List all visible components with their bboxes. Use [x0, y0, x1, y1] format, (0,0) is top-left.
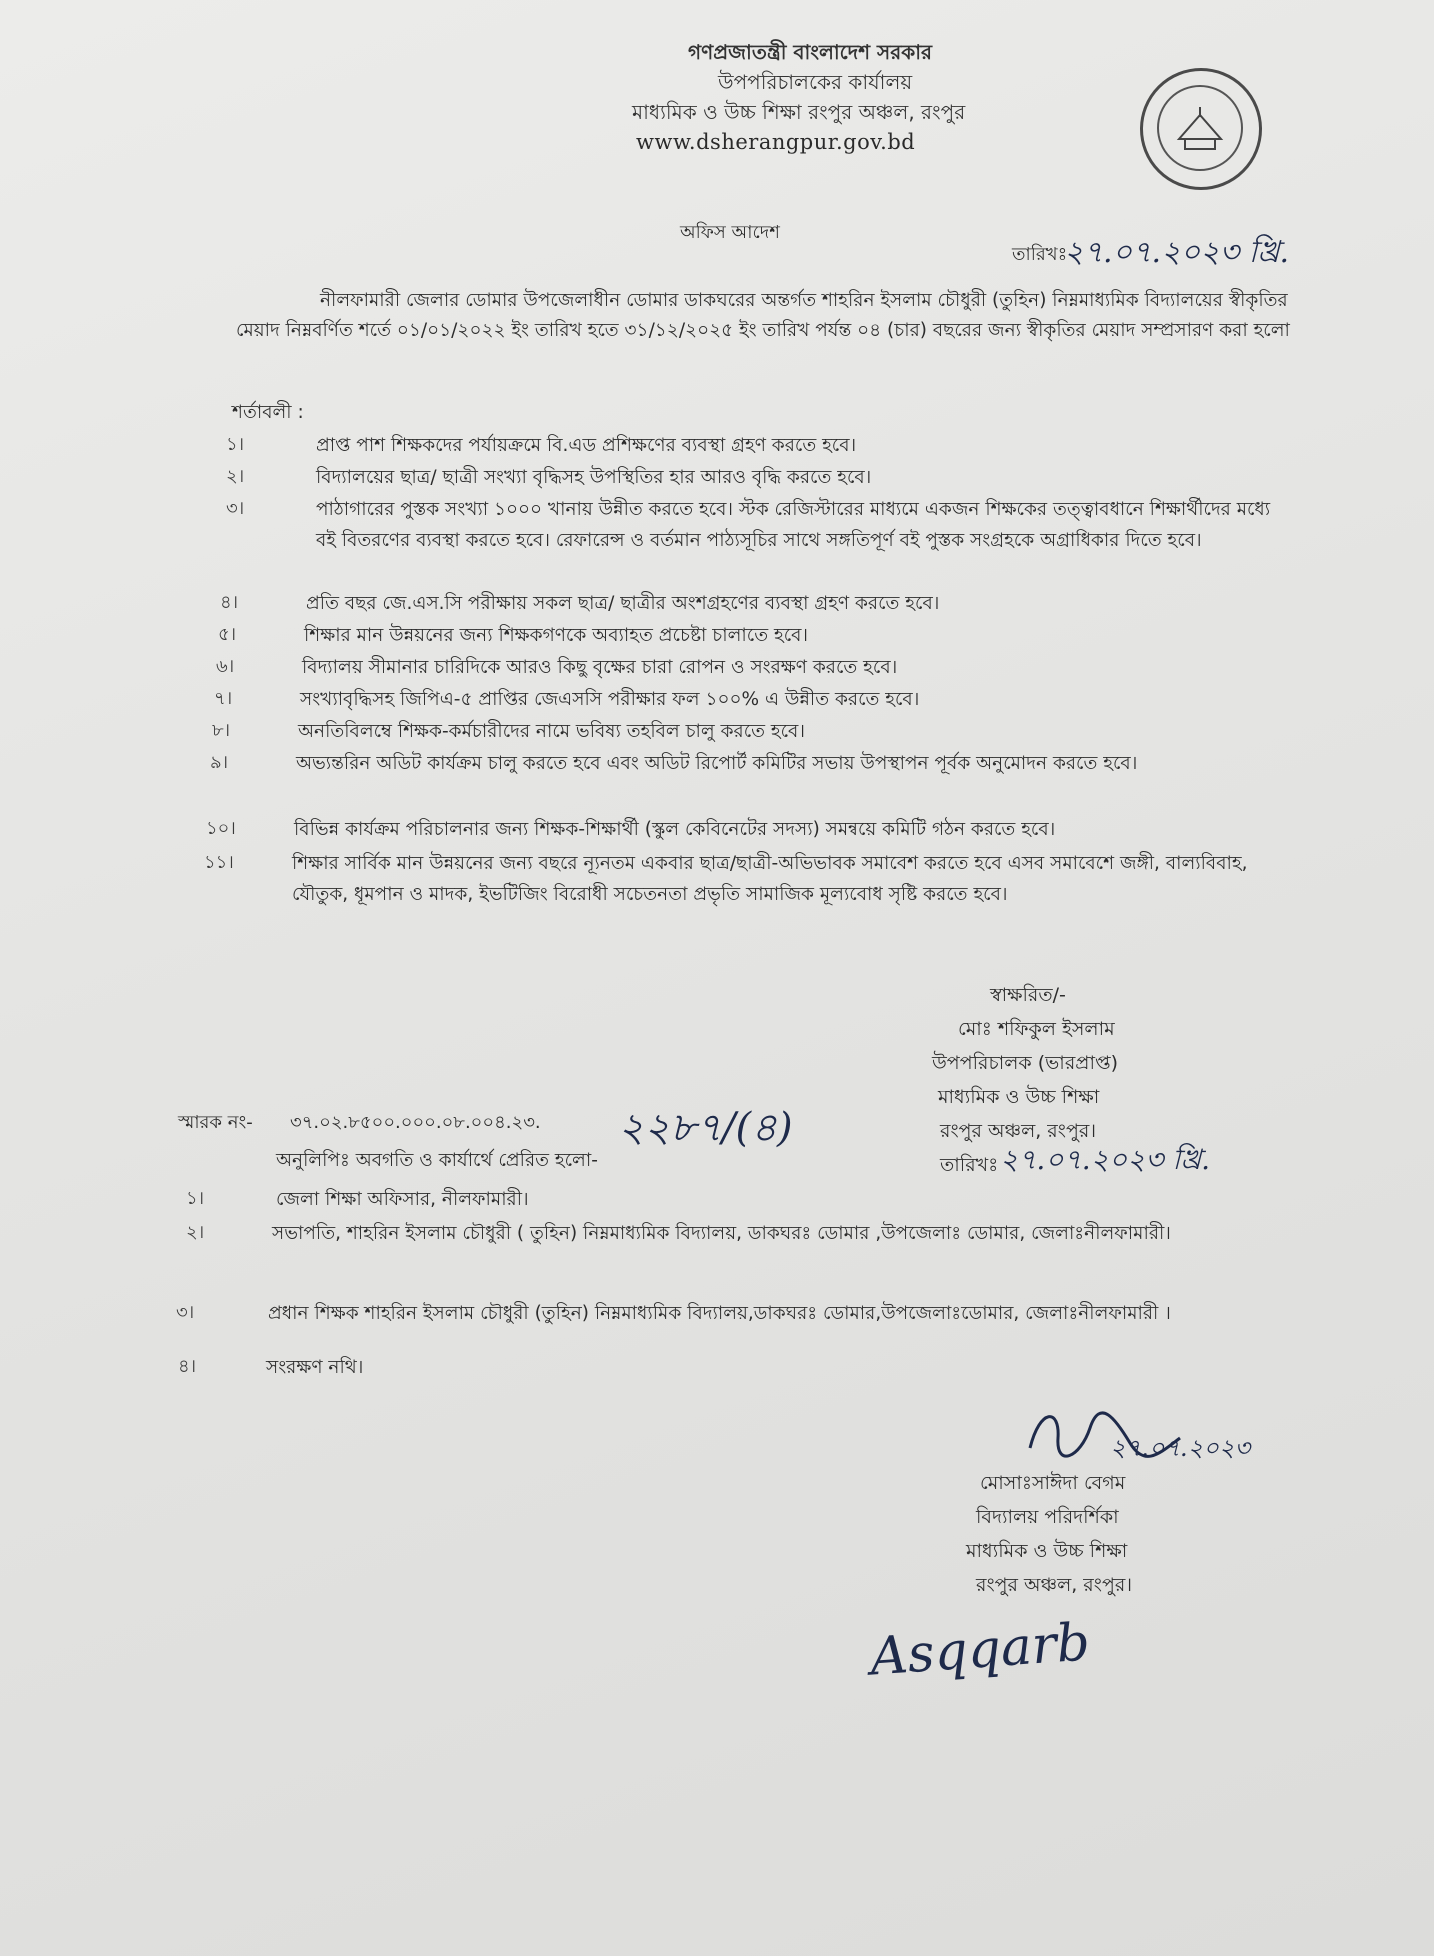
footer-handwriting: Asqqarb	[868, 1612, 1092, 1688]
office-website: www.dsherangpur.gov.bd	[636, 130, 916, 154]
copy-text: সংরক্ষণ নথি।	[266, 1357, 364, 1378]
condition-number: ২।	[226, 466, 245, 487]
govt-name: গণপ্রজাতন্ত্রী বাংলাদেশ সরকার	[688, 40, 932, 64]
memo-number: ৩৭.০২.৮৫০০.০০০.০৮.০০৪.২৩.	[290, 1112, 541, 1133]
condition-number: ৮।	[212, 720, 231, 741]
condition-number: ১১।	[204, 852, 234, 873]
government-seal-icon	[1140, 68, 1262, 190]
condition-text: অভ্যন্তরিন অডিট কার্যক্রম চালু করতে হবে এবং অডিট রিপোর্ট কমিটির সভায় উপস্থাপন পূর্বক অনুমোদন করতে হবে।	[296, 753, 1138, 774]
signatory-date-label: তারিখঃ	[940, 1154, 999, 1176]
order-date-handwritten: ২৭.০৭.২০২৩ খ্রি.	[1064, 235, 1290, 270]
signatory-region: রংপুর অঞ্চল, রংপুর।	[940, 1120, 1097, 1142]
copy-number: ২।	[186, 1222, 205, 1243]
condition-text: অনতিবিলম্বে শিক্ষক-কর্মচারীদের নামে ভবিষ্য তহবিল চালু করতে হবে।	[298, 721, 805, 742]
order-title: অফিস আদেশ	[680, 222, 780, 243]
condition-number: ৩।	[226, 498, 245, 519]
copy-text: সভাপতি, শাহরিন ইসলাম চৌধুরী ( তুহিন) নিম্নমাধ্যমিক বিদ্যালয়, ডাকঘরঃ ডোমার ,উপজেলাঃ ডোমার, জেলাঃনীলফামারী।	[272, 1223, 1171, 1244]
conditions-label: শর্তাবলী :	[232, 402, 304, 423]
inspector-name: মোসাঃসাঈদা বেগম	[980, 1472, 1126, 1494]
order-intro: নীলফামারী জেলার ডোমার উপজেলাধীন ডোমার ডাকঘরের অন্তর্গত শাহরিন ইসলাম চৌধুরী (তুহিন) নিম্নমাধ্যমিক বিদ্যালয়ের স্বীকৃতির মেয়াদ নিম্নবর্ণিত শর্তে ০১/০১/২০২২ ইং তারিখ হতে ৩১/১২/২০২৫ ইং তারিখ পর্যন্ত ০৪ (চার) বছরের জন্য স্বীকৃতির মেয়াদ সম্প্রসারণ করা হলো	[236, 290, 1290, 341]
condition-number: ৬।	[216, 656, 235, 677]
inspector-designation: বিদ্যালয় পরিদর্শিকা	[976, 1506, 1119, 1528]
copy-number: ১।	[186, 1188, 205, 1209]
condition-number: ৪।	[220, 592, 239, 613]
condition-text: বিভিন্ন কার্যক্রম পরিচালনার জন্য শিক্ষক-শিক্ষার্থী (স্কুল কেবিনেটের সদস্য) সমন্বয়ে কমিটি গঠন করতে হবে।	[294, 819, 1056, 840]
copy-text: জেলা শিক্ষা অফিসার, নীলফামারী।	[276, 1189, 529, 1210]
condition-text: বিদ্যালয় সীমানার চারিদিকে আরও কিছু বৃক্ষের চারা রোপন ও সংরক্ষণ করতে হবে।	[302, 657, 898, 678]
condition-text: সংখ্যাবৃদ্ধিসহ জিপিএ-৫ প্রাপ্তির জেএসসি পরীক্ষার ফল ১০০% এ উন্নীত করতে হবে।	[300, 689, 920, 710]
signatory-date-handwritten: ২৭.০৭.২০২৩ খ্রি.	[1000, 1143, 1211, 1176]
order-date-label: তারিখঃ	[1012, 244, 1068, 265]
copy-number: ৪।	[178, 1356, 197, 1377]
copy-number: ৩।	[176, 1302, 195, 1323]
signatory-office: মাধ্যমিক ও উচ্চ শিক্ষা	[938, 1086, 1100, 1108]
inspector-office: মাধ্যমিক ও উচ্চ শিক্ষা	[966, 1540, 1128, 1562]
office-region: মাধ্যমিক ও উচ্চ শিক্ষা রংপুর অঞ্চল, রংপুর	[632, 100, 966, 124]
condition-text: শিক্ষার সার্বিক মান উন্নয়নের জন্য বছরে ন্যূনতম একবার ছাত্র/ছাত্রী-অভিভাবক সমাবেশ করতে হবে এসব সমাবেশে জঙ্গী, বাল্যবিবাহ, যৌতুক, ধূমপান ও মাদক, ইভটিজিং বিরোধী সচেতনতা প্রভৃতি সামাজিক মূল্যবোধ সৃষ্টি করতে হবে।	[292, 853, 1248, 905]
condition-number: ৭।	[214, 688, 233, 709]
condition-number: ৯।	[210, 752, 229, 773]
copy-text: প্রধান শিক্ষক শাহরিন ইসলাম চৌধুরী (তুহিন) নিম্নমাধ্যমিক বিদ্যালয়,ডাকঘরঃ ডোমার,উপজেলাঃডোমার, জেলাঃনীলফামারী ।	[268, 1303, 1171, 1324]
condition-text: শিক্ষার মান উন্নয়নের জন্য শিক্ষকগণকে অব্যাহত প্রচেষ্টা চালাতে হবে।	[304, 625, 809, 646]
condition-text: পাঠাগারের পুস্তক সংখ্যা ১০০০ খানায় উন্নীত করতে হবে। স্টক রেজিস্টারের মাধ্যমে একজন শিক্ষকের তত্ত্বাবধানে শিক্ষার্থীদের মধ্যে বই বিতরণের ব্যবস্থা করতে হবে। রেফারেন্স ও বর্তমান পাঠ্যসূচির সাথে সঙ্গতিপূর্ণ বই পুস্তক সংগ্রহকে অগ্রাধিকার দিতে হবে।	[316, 499, 1271, 551]
signed-mark: স্বাক্ষরিত/-	[990, 984, 1066, 1006]
condition-text: প্রাপ্ত পাশ শিক্ষকদের পর্যায়ক্রমে বি.এড প্রশিক্ষণের ব্যবস্থা গ্রহণ করতে হবে।	[316, 435, 857, 456]
copy-label: অনুলিপিঃ অবগতি ও কার্যার্থে প্রেরিত হলো-	[276, 1150, 598, 1171]
condition-text: বিদ্যালয়ের ছাত্র/ ছাত্রী সংখ্যা বৃদ্ধিসহ উপস্থিতির হার আরও বৃদ্ধি করতে হবে।	[316, 467, 872, 488]
memo-handwritten-suffix: ২২৮৭/(৪)	[618, 1105, 793, 1151]
inspector-region: রংপুর অঞ্চল, রংপুর।	[976, 1574, 1133, 1596]
inspector-handwritten-date: ২৭.০৭.২০২৩	[1110, 1434, 1251, 1462]
condition-number: ১।	[226, 434, 245, 455]
condition-number: ১০।	[206, 818, 236, 839]
condition-number: ৫।	[218, 624, 237, 645]
office-name: উপপরিচালকের কার্যালয়	[718, 70, 913, 94]
memo-label: স্মারক নং-	[178, 1112, 253, 1133]
signatory-designation: উপপরিচালক (ভারপ্রাপ্ত)	[932, 1052, 1118, 1074]
condition-text: প্রতি বছর জে.এস.সি পরীক্ষায় সকল ছাত্র/ ছাত্রীর অংশগ্রহণের ব্যবস্থা গ্রহণ করতে হবে।	[306, 593, 940, 614]
signatory-name: মোঃ শফিকুল ইসলাম	[958, 1018, 1115, 1040]
